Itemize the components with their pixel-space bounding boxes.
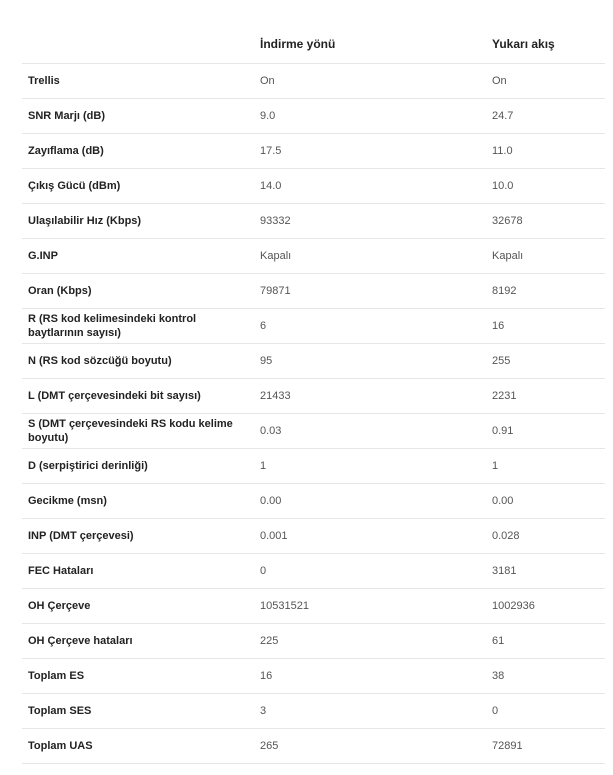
- row-label: Trellis: [22, 64, 254, 99]
- upstream-value: 61: [486, 624, 605, 659]
- downstream-value: 16: [254, 659, 486, 694]
- row-label: OH Çerçeve: [22, 589, 254, 624]
- row-label: Toplam ES: [22, 659, 254, 694]
- table-row: [22, 519, 605, 554]
- row-label: FEC Hataları: [22, 554, 254, 589]
- table-row: [22, 169, 605, 204]
- row-label: Zayıflama (dB): [22, 134, 254, 169]
- table-row: [22, 554, 605, 589]
- header-upstream: Yukarı akış: [486, 25, 605, 64]
- table-row: [22, 99, 605, 134]
- row-label: S (DMT çerçevesindeki RS kodu kelime boyutu): [22, 414, 254, 449]
- downstream-value: 14.0: [254, 169, 486, 204]
- table-row: [22, 694, 605, 729]
- table-row: [22, 64, 605, 99]
- table-row: [22, 309, 605, 344]
- downstream-value: 17.5: [254, 134, 486, 169]
- table-row: [22, 624, 605, 659]
- upstream-value: 255: [486, 344, 605, 379]
- downstream-value: 0.001: [254, 519, 486, 554]
- upstream-value: 0.00: [486, 484, 605, 519]
- downstream-value: 6: [254, 309, 486, 344]
- upstream-value: 0.028: [486, 519, 605, 554]
- row-label: D (serpiştirici derinliği): [22, 449, 254, 484]
- row-label: SNR Marjı (dB): [22, 99, 254, 134]
- row-label: Ulaşılabilir Hız (Kbps): [22, 204, 254, 239]
- row-label: L (DMT çerçevesindeki bit sayısı): [22, 379, 254, 414]
- upstream-value: 1: [486, 449, 605, 484]
- row-label: N (RS kod sözcüğü boyutu): [22, 344, 254, 379]
- table-row: [22, 344, 605, 379]
- downstream-value: Kapalı: [254, 239, 486, 274]
- upstream-value: 1002936: [486, 589, 605, 624]
- row-label: Gecikme (msn): [22, 484, 254, 519]
- downstream-value: 0.03: [254, 414, 486, 449]
- downstream-value: 10531521: [254, 589, 486, 624]
- row-label: Çıkış Gücü (dBm): [22, 169, 254, 204]
- upstream-value: 2231: [486, 379, 605, 414]
- table-row: [22, 134, 605, 169]
- upstream-value: 32678: [486, 204, 605, 239]
- row-label: OH Çerçeve hataları: [22, 624, 254, 659]
- downstream-value: 95: [254, 344, 486, 379]
- row-label: G.INP: [22, 239, 254, 274]
- downstream-value: 79871: [254, 274, 486, 309]
- downstream-value: 0: [254, 554, 486, 589]
- table-row: [22, 414, 605, 449]
- table-row: [22, 379, 605, 414]
- upstream-value: 11.0: [486, 134, 605, 169]
- upstream-value: Kapalı: [486, 239, 605, 274]
- upstream-value: 38: [486, 659, 605, 694]
- table-row: [22, 239, 605, 274]
- row-label: R (RS kod kelimesindeki kontrol baytlarının sayısı): [22, 309, 254, 344]
- row-label: INP (DMT çerçevesi): [22, 519, 254, 554]
- upstream-value: 3181: [486, 554, 605, 589]
- header-label-column: [22, 25, 254, 64]
- downstream-value: 3: [254, 694, 486, 729]
- table-row: [22, 204, 605, 239]
- row-label: Toplam SES: [22, 694, 254, 729]
- dsl-statistics-table: [22, 25, 605, 764]
- table-row: [22, 659, 605, 694]
- upstream-value: 24.7: [486, 99, 605, 134]
- downstream-value: 225: [254, 624, 486, 659]
- downstream-value: On: [254, 64, 486, 99]
- row-label: Toplam UAS: [22, 729, 254, 764]
- header-downstream: İndirme yönü: [254, 25, 486, 64]
- upstream-value: 0.91: [486, 414, 605, 449]
- upstream-value: 72891: [486, 729, 605, 764]
- table-header-row: [22, 25, 605, 64]
- upstream-value: On: [486, 64, 605, 99]
- downstream-value: 9.0: [254, 99, 486, 134]
- table-row: [22, 449, 605, 484]
- table-row: [22, 729, 605, 764]
- table-row: [22, 589, 605, 624]
- downstream-value: 265: [254, 729, 486, 764]
- upstream-value: 8192: [486, 274, 605, 309]
- table-row: [22, 484, 605, 519]
- table-row: [22, 274, 605, 309]
- upstream-value: 16: [486, 309, 605, 344]
- row-label: Oran (Kbps): [22, 274, 254, 309]
- downstream-value: 1: [254, 449, 486, 484]
- downstream-value: 0.00: [254, 484, 486, 519]
- downstream-value: 21433: [254, 379, 486, 414]
- upstream-value: 0: [486, 694, 605, 729]
- downstream-value: 93332: [254, 204, 486, 239]
- upstream-value: 10.0: [486, 169, 605, 204]
